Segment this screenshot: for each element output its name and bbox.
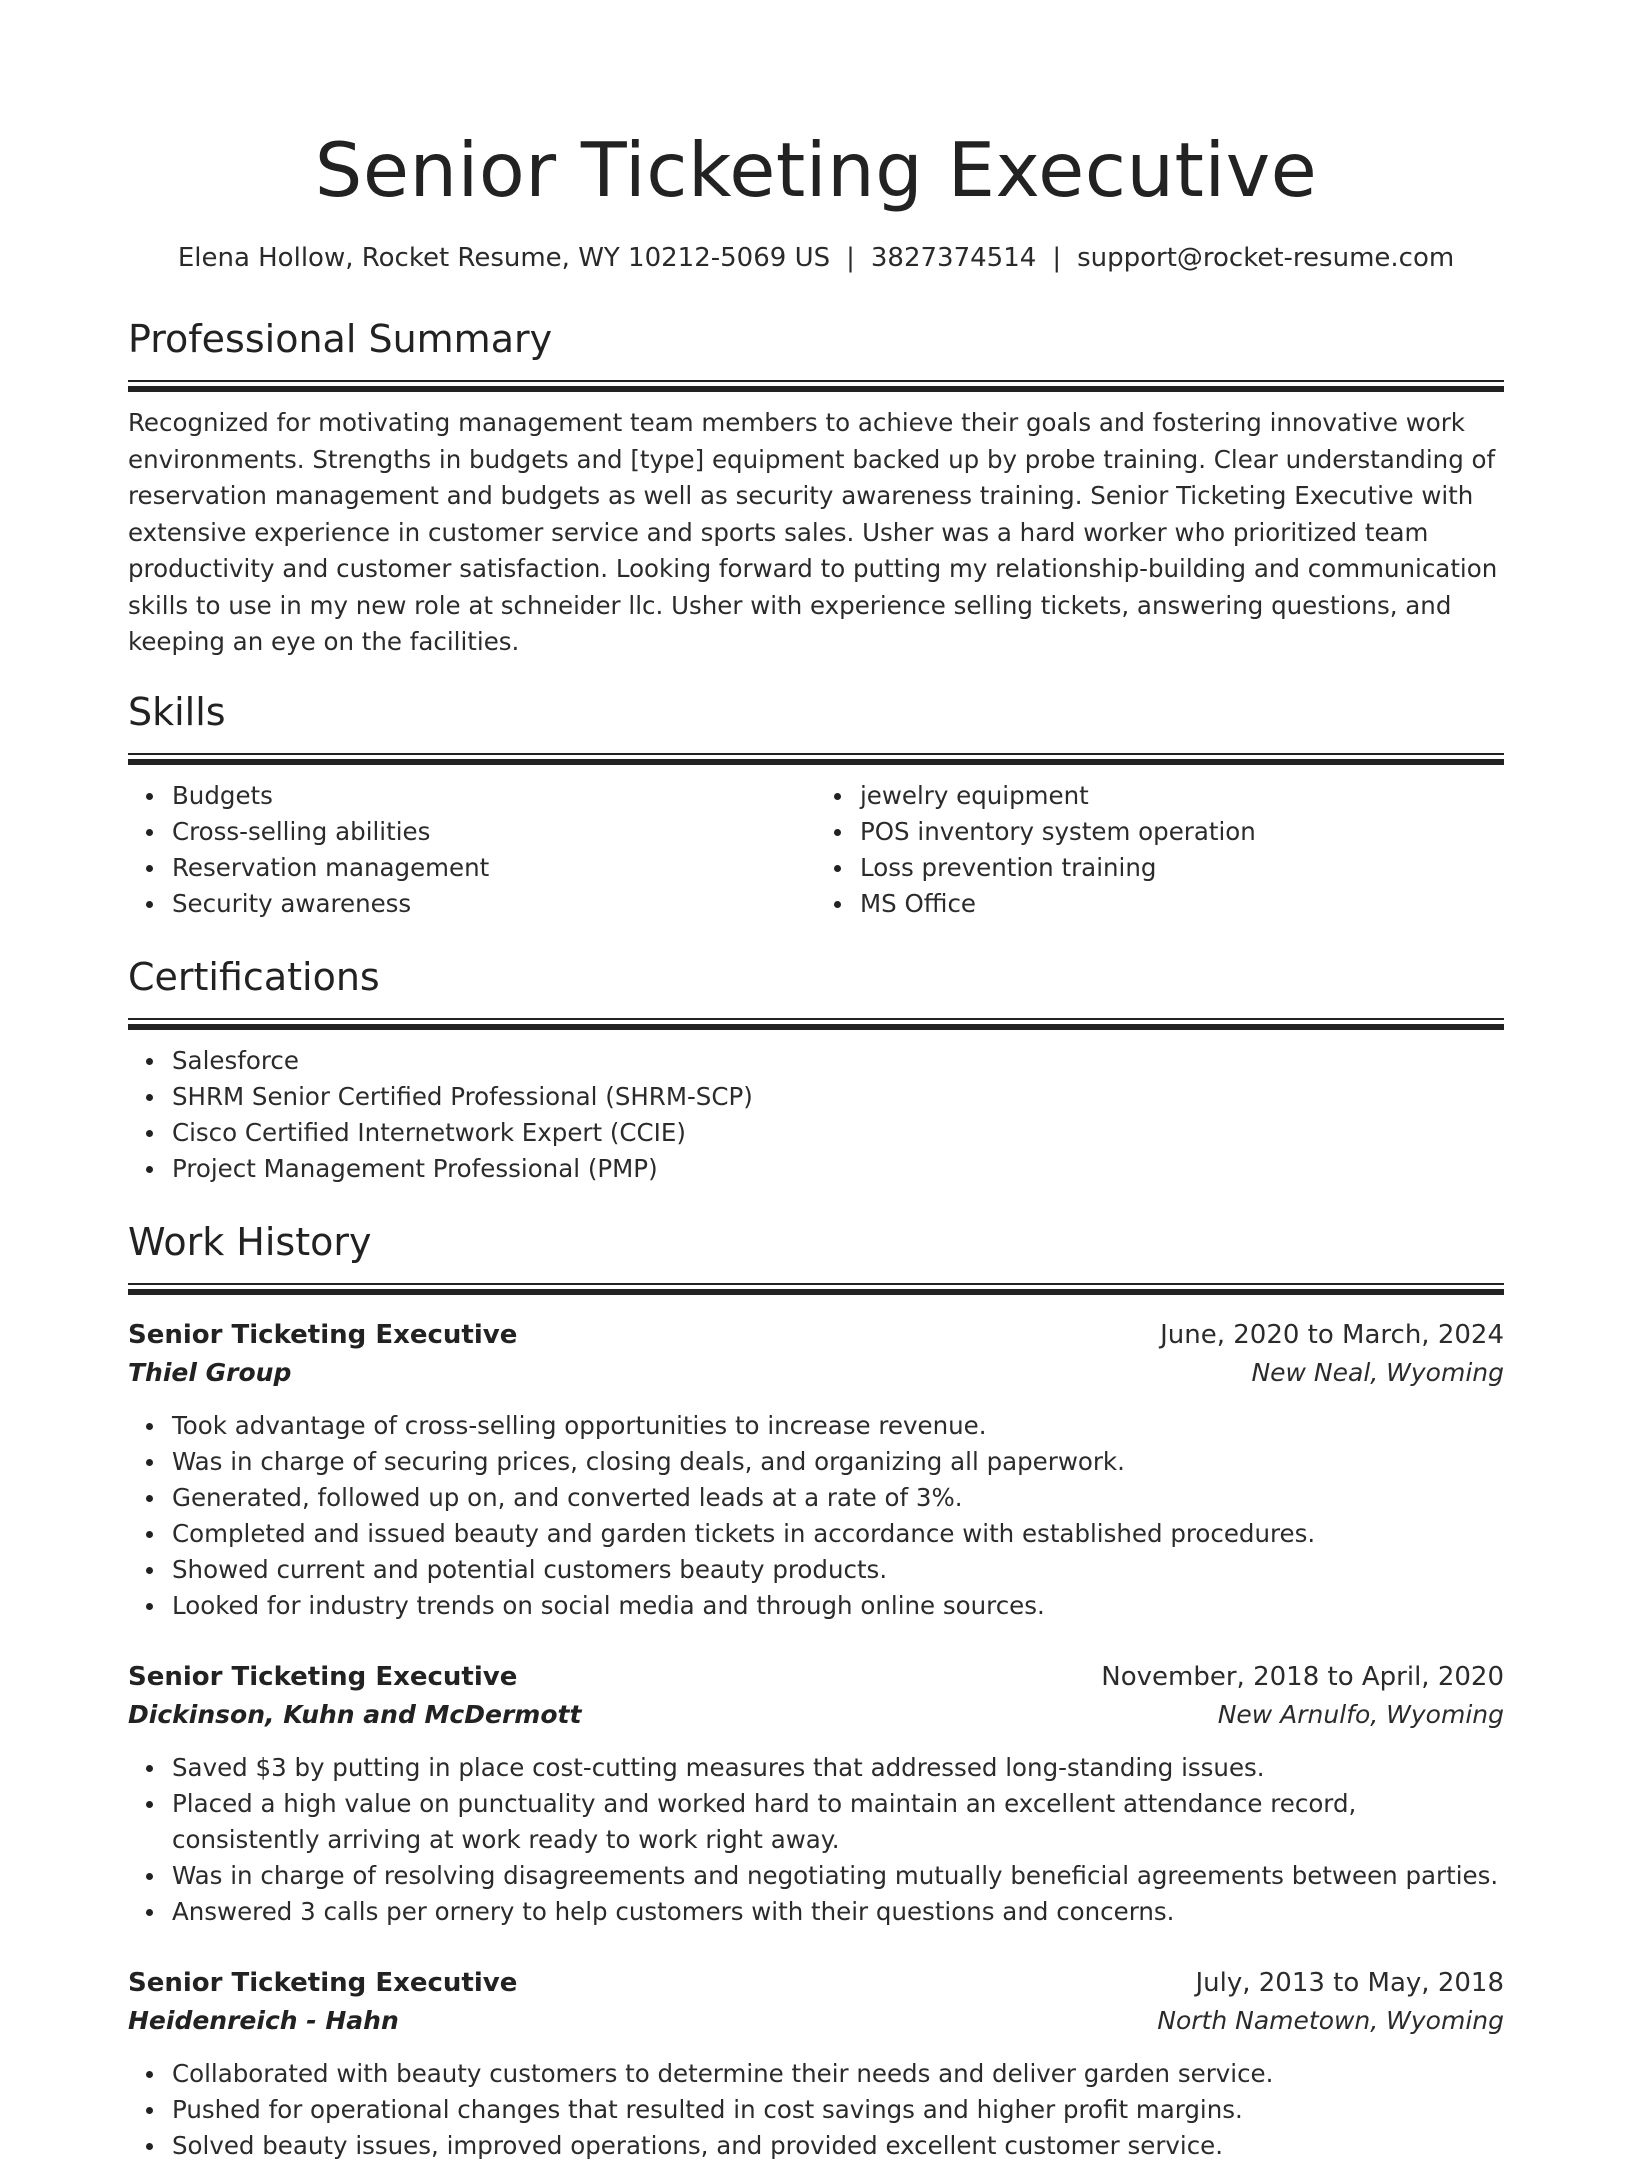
certification-item: Cisco Certified Internetwork Expert (CCIE) — [172, 1115, 1504, 1151]
job-entry — [128, 1658, 1504, 1930]
job-bullet: Completed and issued beauty and garden tickets in accordance with established procedures. — [172, 1516, 1504, 1552]
skill-item: Budgets — [172, 778, 816, 814]
section-divider — [128, 753, 1504, 764]
job-header-row — [128, 1658, 1504, 1696]
skill-item: MS Office — [860, 886, 1504, 922]
skill-item: Loss prevention training — [860, 850, 1504, 886]
job-location: New Neal, Wyoming — [1251, 1357, 1504, 1387]
skill-item: Cross-selling abilities — [172, 814, 816, 850]
job-bullets — [128, 1750, 1504, 1930]
contact-phone: 3827374514 — [870, 243, 1037, 273]
job-dates: June, 2020 to March, 2024 — [1160, 1319, 1504, 1350]
job-bullet: Collaborated with beauty customers to determine their needs and deliver garden service. — [172, 2056, 1504, 2092]
contact-email[interactable]: support@rocket-resume.com — [1077, 243, 1455, 273]
section-divider — [128, 1283, 1504, 1294]
summary-text: Recognized for motivating management team members to achieve their goals and fostering innovative work environments. Strengths in budgets and [type] equipment backed up by probe training. Clear understanding of reservation management and budgets as well as security awareness training. Senior Ticketing Executive with extensive experience in customer service and sports sales. Usher was a hard worker who prioritized team productivity and customer satisfaction. Looking forward to putting my relationship-building and communication skills to use in my new role at schneider llc. Usher with experience selling tickets, answering questions, and keeping an eye on the facilities. — [128, 408, 1498, 656]
job-entry — [128, 1964, 1504, 2164]
job-bullet: Showed current and potential customers beauty products. — [172, 1552, 1504, 1588]
job-header-row — [128, 1964, 1504, 2002]
certifications-section — [128, 952, 1504, 1187]
job-dates: November, 2018 to April, 2020 — [1101, 1661, 1504, 1692]
certification-item: Project Management Professional (PMP) — [172, 1151, 1504, 1187]
job-title: Senior Ticketing Executive — [128, 1319, 518, 1350]
job-location: North Nametown, Wyoming — [1157, 2005, 1504, 2035]
job-company-row — [128, 2002, 1504, 2040]
contact-address: Elena Hollow, Rocket Resume, WY 10212-5069 US — [177, 243, 831, 273]
job-bullet: Solved beauty issues, improved operations, and provided excellent customer service. — [172, 2128, 1504, 2164]
job-bullet: Pushed for operational changes that resulted in cost savings and higher profit margins. — [172, 2092, 1504, 2128]
contact-line — [128, 240, 1504, 276]
job-company-row — [128, 1354, 1504, 1392]
resume-title: Senior Ticketing Executive — [314, 126, 1318, 214]
job-company: Dickinson, Kuhn and McDermott — [128, 1699, 582, 1729]
certification-item: Salesforce — [172, 1043, 1504, 1079]
skill-item: POS inventory system operation — [860, 814, 1504, 850]
skills-list-right — [816, 778, 1504, 922]
skill-item: jewelry equipment — [860, 778, 1504, 814]
job-dates: July, 2013 to May, 2018 — [1195, 1967, 1504, 1998]
job-company: Heidenreich - Hahn — [128, 2005, 399, 2035]
job-bullet: Answered 3 calls per ornery to help customers with their questions and concerns. — [172, 1894, 1504, 1930]
job-bullet: Saved $3 by putting in place cost-cutting measures that addressed long-standing issues. — [172, 1750, 1504, 1786]
section-divider — [128, 1018, 1504, 1029]
certifications-list — [128, 1043, 1504, 1187]
job-entry — [128, 1316, 1504, 1624]
skills-grid — [128, 764, 1504, 922]
job-header-row — [128, 1316, 1504, 1354]
job-bullet: Looked for industry trends on social media and through online sources. — [172, 1588, 1504, 1624]
skill-item: Reservation management — [172, 850, 816, 886]
skills-list-left — [128, 778, 816, 922]
job-bullet: Placed a high value on punctuality and worked hard to maintain an excellent attendance record, consistently arriving at work ready to work right away. — [172, 1786, 1504, 1858]
skills-section — [128, 687, 1504, 922]
job-bullet: Was in charge of resolving disagreements and negotiating mutually beneficial agreements between parties. — [172, 1858, 1504, 1894]
job-bullet: Was in charge of securing prices, closing deals, and organizing all paperwork. — [172, 1444, 1504, 1480]
section-heading-certifications: Certifications — [128, 954, 380, 999]
job-company-row — [128, 1696, 1504, 1734]
job-bullets — [128, 1408, 1504, 1624]
job-bullet: Took advantage of cross-selling opportunities to increase revenue. — [172, 1408, 1504, 1444]
section-heading-work-history: Work History — [128, 1219, 372, 1264]
job-title: Senior Ticketing Executive — [128, 1967, 518, 1998]
job-company: Thiel Group — [128, 1357, 292, 1387]
job-bullets — [128, 2056, 1504, 2164]
contact-separator: | — [1052, 243, 1062, 273]
section-heading-summary: Professional Summary — [128, 317, 553, 361]
job-title: Senior Ticketing Executive — [128, 1661, 518, 1692]
certification-item: SHRM Senior Certified Professional (SHRM-SCP) — [172, 1079, 1504, 1115]
job-location: New Arnulfo, Wyoming — [1217, 1699, 1504, 1729]
summary-section — [128, 314, 1504, 661]
skill-item: Security awareness — [172, 886, 816, 922]
section-heading-skills: Skills — [128, 689, 226, 734]
work-history-section — [128, 1217, 1504, 2164]
contact-separator: | — [846, 243, 855, 273]
section-divider — [128, 380, 1504, 391]
job-bullet: Generated, followed up on, and converted leads at a rate of 3%. — [172, 1480, 1504, 1516]
